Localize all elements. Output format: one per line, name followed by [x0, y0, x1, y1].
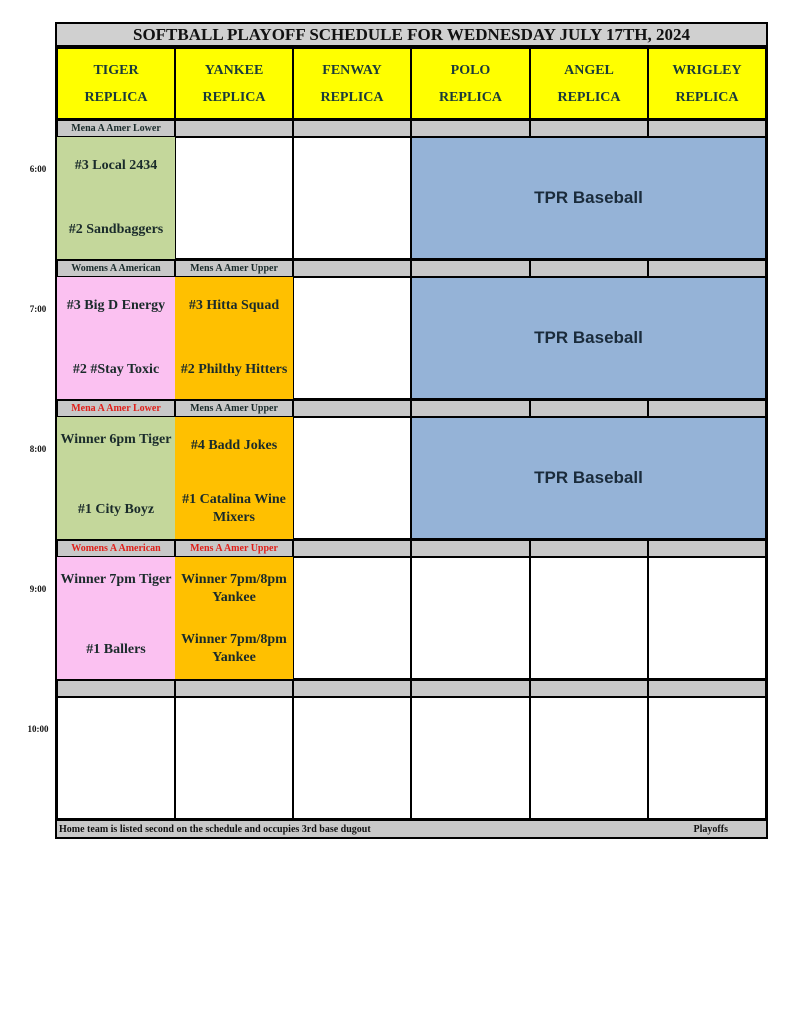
game-slot-8pm-tiger — [57, 417, 175, 539]
game-slot-8pm-yankee — [175, 417, 293, 539]
empty-slot — [411, 557, 530, 679]
game-slot-7pm-yankee — [175, 277, 293, 399]
division-bar — [411, 680, 530, 697]
field-type: REPLICA — [84, 89, 148, 105]
division-bar — [411, 540, 530, 557]
division-bar — [293, 540, 411, 557]
division-bar — [57, 680, 175, 697]
division-bar — [411, 260, 530, 277]
division-bar — [411, 120, 530, 137]
division-bar — [530, 120, 648, 137]
away-team: Winner 7pm Tiger — [60, 572, 172, 587]
division-bar — [293, 120, 411, 137]
empty-slot — [57, 697, 175, 819]
time-label-8pm: 8:00 — [29, 444, 47, 454]
division-label: Womens A American — [57, 540, 175, 557]
time-label-9pm: 9:00 — [29, 584, 47, 594]
division-bar — [648, 680, 766, 697]
empty-slot — [175, 137, 293, 259]
field-name: YANKEE — [204, 62, 264, 78]
home-team: #1 City Boyz — [77, 502, 155, 517]
field-header-tiger — [57, 48, 175, 119]
away-team: #3 Hitta Squad — [188, 298, 280, 313]
division-bar — [293, 680, 411, 697]
empty-slot — [530, 697, 648, 819]
field-type: REPLICA — [675, 89, 739, 105]
field-name: WRIGLEY — [672, 62, 742, 78]
home-team: #2 #Stay Toxic — [72, 362, 160, 377]
game-slot-7pm-tiger — [57, 277, 175, 399]
home-team: #1 Catalina Wine Mixers — [182, 492, 286, 525]
tpr-baseball-block: TPR Baseball — [411, 417, 766, 539]
empty-slot — [175, 697, 293, 819]
field-header-angel — [530, 48, 648, 119]
division-label: Mena A Amer Lower — [57, 120, 175, 137]
division-label: Mens A Amer Upper — [175, 260, 293, 277]
field-header-wrigley — [648, 48, 766, 119]
tpr-baseball-block: TPR Baseball — [411, 277, 766, 399]
time-label-10pm: 10:00 — [27, 724, 49, 734]
home-team: #2 Sandbaggers — [68, 222, 164, 237]
division-bar — [648, 540, 766, 557]
away-team: #3 Local 2434 — [74, 158, 158, 173]
tpr-baseball-block: TPR Baseball — [411, 137, 766, 259]
empty-slot — [411, 697, 530, 819]
division-bar — [648, 400, 766, 417]
empty-slot — [648, 697, 766, 819]
empty-slot — [530, 557, 648, 679]
field-name: FENWAY — [322, 62, 382, 78]
field-header-polo — [411, 48, 530, 119]
field-type: REPLICA — [557, 89, 621, 105]
playoffs-label: Playoffs — [693, 823, 728, 835]
empty-slot — [293, 557, 411, 679]
empty-slot — [293, 137, 411, 259]
division-bar — [530, 400, 648, 417]
home-team: #1 Ballers — [86, 642, 146, 657]
empty-slot — [648, 557, 766, 679]
division-bar — [530, 260, 648, 277]
field-header-fenway — [293, 48, 411, 119]
division-bar — [411, 400, 530, 417]
division-label: Mens A Amer Upper — [175, 400, 293, 417]
schedule-footer — [57, 820, 766, 837]
game-slot-9pm-tiger — [57, 557, 175, 679]
division-label: Womens A American — [57, 260, 175, 277]
field-type: REPLICA — [320, 89, 384, 105]
division-bar — [175, 120, 293, 137]
division-bar — [648, 260, 766, 277]
time-label-6pm: 6:00 — [29, 164, 47, 174]
field-type: REPLICA — [438, 89, 502, 105]
division-label: Mena A Amer Lower — [57, 400, 175, 417]
empty-slot — [293, 697, 411, 819]
division-label: Mens A Amer Upper — [175, 540, 293, 557]
home-team-note: Home team is listed second on the schedule and occupies 3rd base dugout — [59, 823, 371, 835]
division-bar — [530, 540, 648, 557]
field-header-yankee — [175, 48, 293, 119]
division-bar — [648, 120, 766, 137]
home-team: Winner 7pm/8pm Yankee — [181, 632, 287, 665]
away-team: Winner 6pm Tiger — [60, 432, 172, 447]
game-slot-6pm-tiger — [57, 137, 175, 259]
division-bar — [530, 680, 648, 697]
field-name: TIGER — [93, 62, 139, 78]
field-name: ANGEL — [564, 62, 614, 78]
field-name: POLO — [450, 62, 491, 78]
away-team: Winner 7pm/8pm Yankee — [181, 572, 287, 605]
division-bar — [293, 400, 411, 417]
empty-slot — [293, 277, 411, 399]
empty-slot — [293, 417, 411, 539]
schedule-title: SOFTBALL PLAYOFF SCHEDULE FOR WEDNESDAY JULY 17TH, 2024 — [57, 24, 766, 47]
away-team: #3 Big D Energy — [66, 298, 166, 313]
time-label-7pm: 7:00 — [29, 304, 47, 314]
away-team: #4 Badd Jokes — [190, 438, 278, 453]
division-bar — [175, 680, 293, 697]
field-type: REPLICA — [202, 89, 266, 105]
home-team: #2 Philthy Hitters — [180, 362, 288, 377]
division-bar — [293, 260, 411, 277]
game-slot-9pm-yankee — [175, 557, 293, 679]
